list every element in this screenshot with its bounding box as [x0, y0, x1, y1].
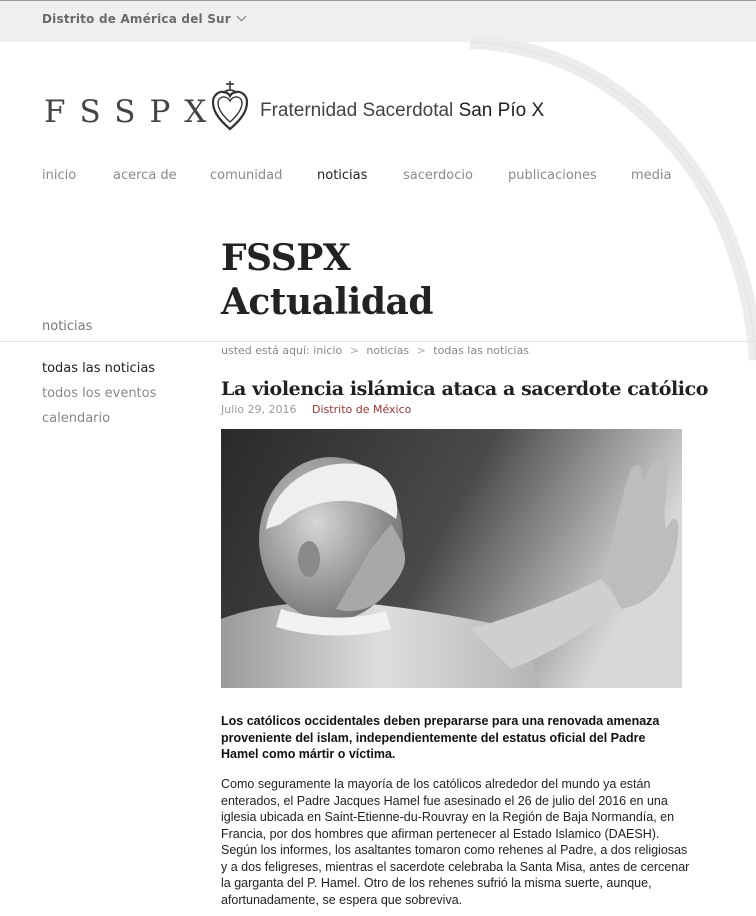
- site-logo[interactable]: [44, 80, 544, 132]
- article-date: Julio 29, 2016: [221, 403, 297, 416]
- side-link-todos-los-eventos[interactable]: todos los eventos: [42, 386, 157, 401]
- section-title-line1: FSSPX: [221, 237, 351, 279]
- breadcrumb-separator-icon: >: [416, 344, 426, 357]
- chevron-down-icon: [236, 12, 246, 22]
- side-link-todas-las-noticias[interactable]: todas las noticias: [42, 361, 156, 376]
- article-district-link[interactable]: Distrito de México: [312, 403, 412, 416]
- district-selector[interactable]: [42, 12, 245, 26]
- nav-media[interactable]: media: [631, 168, 672, 183]
- district-label: Distrito de América del Sur: [42, 12, 231, 26]
- logo-letters: FSSPX: [44, 94, 221, 130]
- breadcrumb-prefix: usted está aquí:: [221, 344, 310, 357]
- article-title: La violencia islámica ataca a sacerdote católico: [221, 378, 709, 400]
- breadcrumb-noticias[interactable]: noticias: [366, 344, 410, 357]
- logo-name-suffix: San Pío X: [458, 100, 545, 121]
- nav-sacerdocio[interactable]: sacerdocio: [403, 168, 473, 183]
- nav-inicio[interactable]: inicio: [42, 168, 77, 183]
- side-link-calendario[interactable]: calendario: [42, 411, 111, 426]
- article-photo: [221, 429, 682, 688]
- breadcrumb: [221, 344, 529, 357]
- breadcrumb-inicio[interactable]: inicio: [313, 344, 343, 357]
- article-body: Como seguramente la mayoría de los católicos alrededor del mundo ya están enterados, el Padre Jacques Hamel fue asesinado el 26 de julio del 2016 en una iglesia ubicada en Saint-Etienne-du-Rouvray en la Región de Baja Normandía, en Francia, por dos hombres que afirman pertenecer al Estado Islamico (DAESH). Según los informes, los asaltantes tomaron como rehenes al Padre, a dos religiosas y a dos feligreses, mientras el sacerdote celebraba la Santa Misa, antes de cercenar la garganta del P. Hamel. Otro de los rehenes sufrió la misma suerte, aunque, afortunadamente, se espera que sobreviva.: [221, 777, 690, 907]
- breadcrumb-separator-icon: >: [349, 344, 359, 357]
- nav-acerca-de[interactable]: acerca de: [113, 168, 177, 183]
- breadcrumb-todas-las-noticias[interactable]: todas las noticias: [433, 344, 529, 357]
- sacred-heart-icon: [211, 80, 249, 132]
- priest-photo-illustration: [221, 429, 682, 688]
- nav-publicaciones[interactable]: publicaciones: [508, 168, 597, 183]
- nav-comunidad[interactable]: comunidad: [210, 168, 283, 183]
- article-lead: Los católicos occidentales deben prepararse para una renovada amenaza proveniente del islam, independientemente del estatus oficial del Padre Hamel como mártir o víctima.: [221, 714, 660, 761]
- side-heading: noticias: [42, 319, 93, 334]
- section-title: [221, 236, 433, 324]
- nav-noticias[interactable]: noticias: [317, 168, 368, 183]
- logo-name-prefix: Fraternidad Sacerdotal: [260, 100, 459, 121]
- side-nav: [42, 360, 156, 435]
- divider: [0, 341, 756, 342]
- district-bar: [0, 0, 756, 42]
- article-meta: [221, 403, 411, 416]
- logo-name: [260, 100, 544, 122]
- section-title-line2: Actualidad: [221, 281, 434, 323]
